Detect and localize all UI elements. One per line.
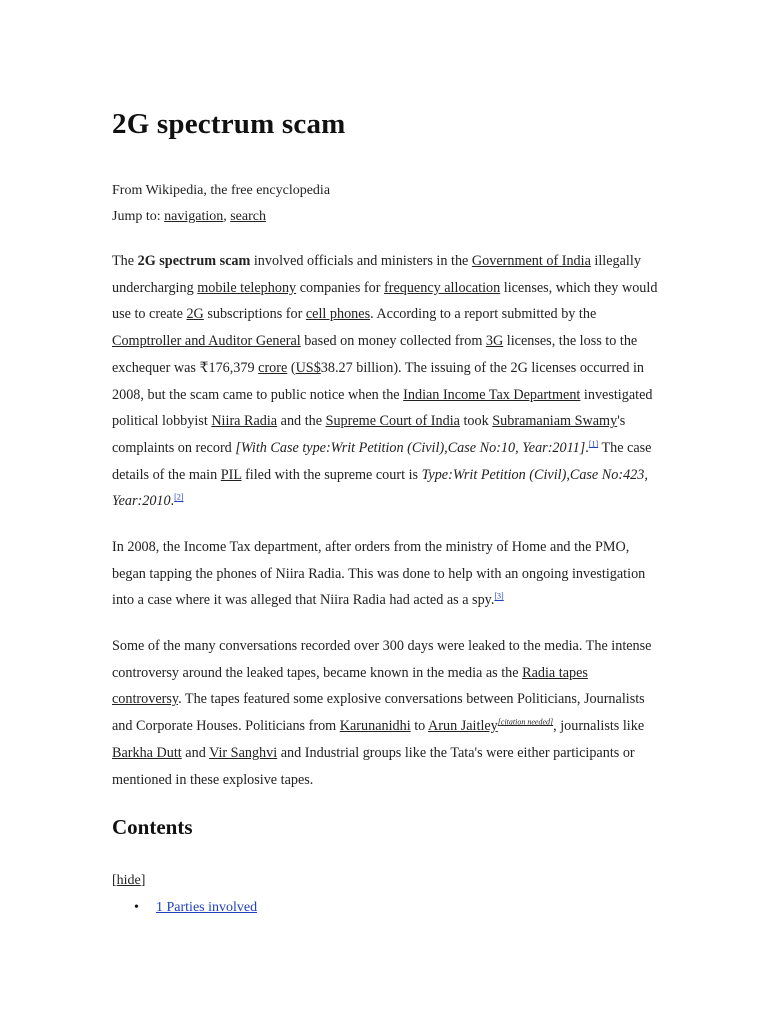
text: The (112, 253, 138, 269)
text: filed with the supreme court is (241, 466, 422, 483)
link-niira-radia[interactable]: Niira Radia (211, 413, 278, 430)
text: Some of the many conversations recorded over 300 days were leaked to the media. The intense controversy around the leaked tapes, became known in the media as the (112, 638, 652, 681)
page-title: 2G spectrum scam (112, 108, 346, 140)
link-barkha-dutt[interactable]: Barkha Dutt (112, 744, 182, 761)
link-2g[interactable]: 2G (186, 306, 204, 323)
jump-search-link[interactable]: search (230, 209, 266, 224)
article-subject: 2G spectrum scam (137, 253, 251, 269)
text: companies for (296, 279, 384, 296)
link-frequency-allocation[interactable]: frequency allocation (384, 279, 501, 296)
text: and Industrial groups like the Tata's were either participants or mentioned in these explosive tapes. (112, 744, 635, 788)
bracket: ] (140, 873, 146, 888)
link-supreme-court-of-india[interactable]: Supreme Court of India (325, 413, 460, 430)
link-indian-income-tax-department[interactable]: Indian Income Tax Department (403, 386, 581, 403)
contents-heading: Contents (112, 815, 193, 839)
reference-link-1[interactable]: [1] (588, 439, 599, 449)
tapping-paragraph (112, 534, 660, 614)
text: In 2008, the Income Tax department, after orders from the ministry of Home and the PMO, began tapping the phones of Niira Radia. This was done to help with an ongoing investigation into a case where it was alleged that Niira Radia had acted as a spy. (112, 539, 646, 609)
text: The case details of the main (112, 439, 652, 483)
reference-link-3[interactable]: [3] (494, 591, 504, 601)
toc-toggle (112, 873, 145, 889)
jump-navigation-link[interactable]: navigation (164, 209, 224, 224)
link-subramaniam-swamy[interactable]: Subramaniam Swamy (492, 413, 618, 430)
text: and (181, 744, 210, 761)
toc-hide-link[interactable]: hide (116, 873, 141, 888)
tapes-paragraph (112, 633, 660, 793)
case-details-italic: Type:Writ Petition (Civil),Case No:423, Year:2010 (112, 466, 648, 510)
text: licenses, which they would use to create (112, 279, 658, 323)
link-crore[interactable]: crore (258, 359, 288, 376)
link-mobile-telephony[interactable]: mobile telephony (197, 279, 297, 296)
link-karunanidhi[interactable]: Karunanidhi (339, 718, 411, 735)
toc-list (134, 900, 257, 916)
text: and the (277, 413, 326, 430)
jump-to-label: Jump to: (112, 209, 161, 224)
link-radia-tapes-controversy[interactable]: Radia tapes controversy (112, 664, 588, 708)
text: took (459, 413, 493, 430)
text: 's complaints on record (112, 413, 626, 456)
text: involved officials and ministers in the (250, 253, 472, 269)
link-arun-jaitley[interactable]: Arun Jaitley (428, 718, 498, 735)
link-pil[interactable]: PIL (220, 466, 242, 483)
reference-link-2[interactable]: [2] (174, 492, 184, 502)
toc-link-parties-involved[interactable]: 1 Parties involved (156, 900, 258, 915)
text: licenses, the loss to the exchequer was ₹176,379 (112, 333, 638, 376)
text: ( (287, 359, 296, 376)
text: . (585, 439, 589, 456)
bracket: [ (112, 873, 117, 888)
toc-item (134, 900, 257, 916)
text: investigated political lobbyist (112, 386, 653, 430)
link-comptroller-auditor-general[interactable]: Comptroller and Auditor General (112, 333, 301, 350)
text: subscriptions for (203, 306, 306, 323)
text: , journalists like (553, 718, 645, 735)
link-government-of-india[interactable]: Government of India (471, 253, 591, 269)
site-tagline: From Wikipedia, the free encyclopedia (112, 183, 331, 198)
citation-needed-link[interactable]: [citation needed] (497, 717, 554, 727)
text: . The tapes featured some explosive conversations between Politicians, Journalists and Corporate Houses. Politicians from (112, 691, 645, 735)
text: based on money collected from (300, 333, 486, 350)
bullet-icon: • (134, 900, 139, 915)
text: illegally undercharging (112, 253, 641, 296)
link-3g[interactable]: 3G (485, 333, 504, 350)
link-usd[interactable]: US$ (295, 359, 321, 376)
link-vir-sanghvi[interactable]: Vir Sanghvi (209, 744, 278, 761)
text: . (170, 493, 175, 510)
jump-to-links (112, 207, 266, 227)
case-reference-italic: [With Case type:Writ Petition (Civil),Case No:10, Year:2011] (235, 439, 586, 456)
text: to (410, 718, 429, 735)
text: . According to a report submitted by the (370, 306, 597, 323)
intro-paragraph (112, 248, 660, 515)
jump-separator: , (223, 209, 227, 224)
link-cell-phones[interactable]: cell phones (305, 306, 371, 323)
text: 38.27 billion). The issuing of the 2G licenses occurred in 2008, but the scam came to public notice when the (112, 359, 645, 403)
